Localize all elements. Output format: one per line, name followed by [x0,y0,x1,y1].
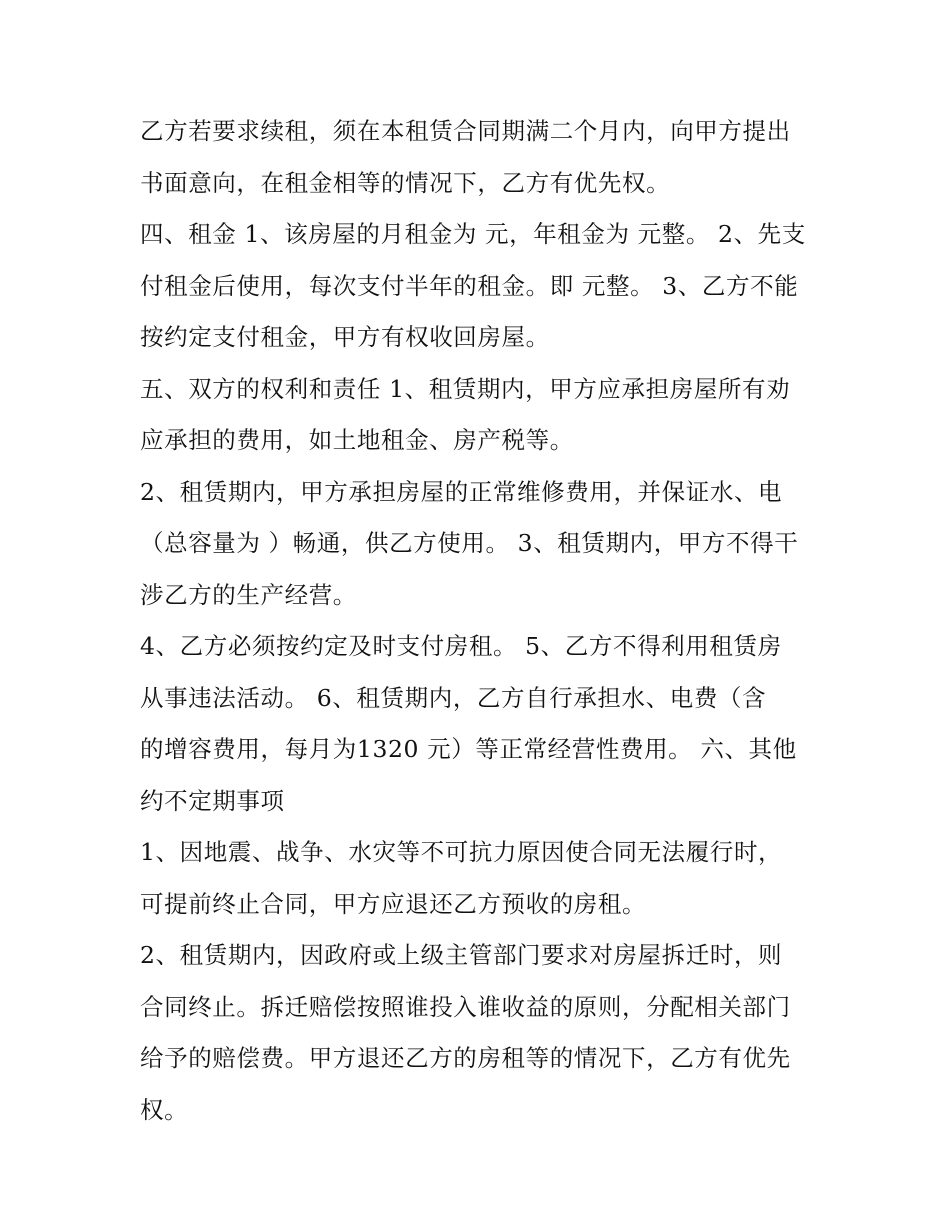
text-line: 1、因地震、战争、水灾等不可抗力原因使合同无法履行时， [140,838,783,866]
text-line: 4、乙方必须按约定及时支付房租。 5、乙方不得利用租赁房 [140,632,782,660]
text-line: （总容量为 ）畅通，供乙方使用。 3、租赁期内，甲方不得干 [140,529,799,557]
text-line: 合同终止。拆迁赔偿按照谁投入谁收益的原则，分配相关部门 [140,992,791,1021]
text-line: 从事违法活动。 6、租赁期内，乙方自行承担水、电费（含 [140,683,767,712]
text-line: 乙方若要求续租，须在本租赁合同期满二个月内，向甲方提出 [140,117,791,145]
text-line: 按约定支付租金，甲方有权收回房屋。 [140,323,550,351]
text-line: 的增容费用，每月为1320 元）等正常经营性费用。 六、其他 [140,735,797,763]
text-line: 五、双方的权利和责任 1、租赁期内，甲方应承担房屋所有劝 [140,374,791,403]
text-line: 可提前终止合同，甲方应退还乙方预收的房租。 [140,889,647,918]
text-line: 给予的赔偿费。甲方退还乙方的房租等的情况下，乙方有优先 [140,1044,791,1072]
text-line: 付租金后使用，每次支付半年的租金。即 元整。 3、乙方不能 [140,271,799,300]
text-line: 书面意向，在租金相等的情况下，乙方有优先权。 [140,168,671,197]
text-line: 2、租赁期内，甲方承担房屋的正常维修费用，并保证水、电 [140,477,783,506]
text-line: 应承担的费用，如土地租金、房产税等。 [140,426,574,454]
contract-text-body [140,106,830,1136]
text-line: 约不定期事项 [140,786,285,815]
text-line: 2、租赁期内，因政府或上级主管部门要求对房屋拆迁时，则 [140,941,783,969]
text-line: 四、租金 1、该房屋的月租金为 元，年租金为 元整。 2、先支 [140,220,806,248]
text-line: 权。 [140,1095,189,1124]
text-line: 涉乙方的生产经营。 [140,580,357,609]
